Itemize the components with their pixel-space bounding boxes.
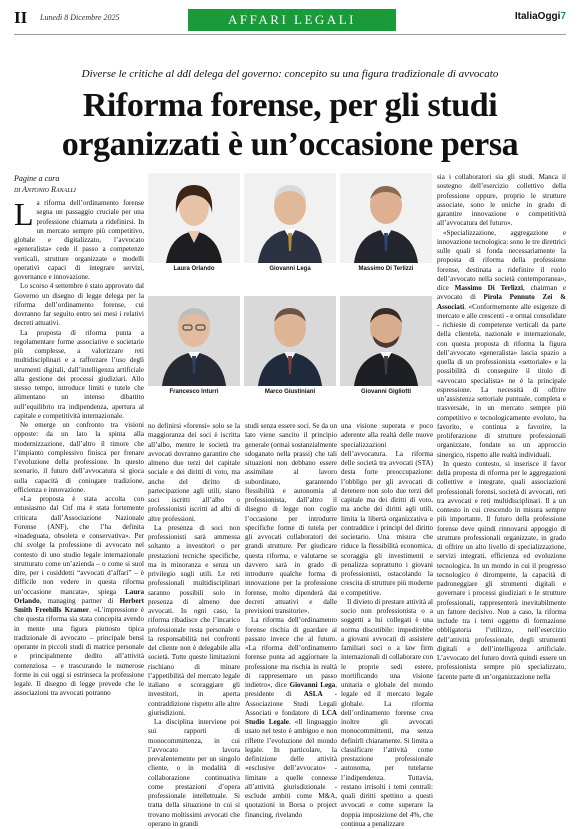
portrait-image	[148, 173, 240, 263]
portrait-image	[340, 296, 432, 386]
section-banner: AFFARI LEGALI	[188, 9, 396, 31]
article-kicker: Diverse le critiche al ddl delega del governo: concepito su una figura tradizionale di avvocato	[81, 68, 499, 80]
paragraph: «Specializzazione, aggregazione e innovazione tecnologica: sono le tre direttrici sulle quali si fonda necessariamente la proposta di riforma della professione forense, destinata a ridefinire il ruolo dell’avvocato nella società contemporanea», dice Massimo Di Terlizzi, chairman e avvocato di Pirola Pennuto Zei & Associati. «Conformemente alle esigenze di mercato e alle crescenti - e ormai consolidate - richieste di competenze verticali da parte della clientela, nazionale e internazionale, con questa proposta di riforma la figura dell’avvocato «generalista» lascia spazio a quella di un professionista «settoriale» e la possibilità di conseguire il titolo di «avvocato specialista» ne è la principale espressione. La necessità di offrire un’assistenza settoriale puntuale, completa e trasversale, in un mercato sempre più competitivo e tecnologicamente evoluto, ha favorito, e continua a favorire, la proliferazione di strutture professionali organizzate, fondate su un approccio sinergico, rispetto alle realtà individuali.	[437, 228, 567, 459]
paragraph: La riforma dell’ordinamento forense rischia di guardare al passato invece che al futuro. «La riforma dell’ordinamento forense punta ad aggiornare la professione ma rischia in realtà di rappresentare un passo indietro», dice Giovanni Lega, presidente di ASLA - Associazione Studi Legali Associati e fondatore di LCA Studio Legale. «Il linguaggio usato nel testo è ambiguo e non riflette l’evoluzione del mondo legale. In particolare, la definizione delle attività «esclusive dell’avvocato» - limitate a quelle connesse all’attività giurisdizionale - esclude ambiti come M&A, quotazioni in Borsa o project financing, rivelando	[245, 616, 337, 819]
paragraph: una visione superata e poco aderente alla realtà delle nuove specializzazioni dell’avvocatura. La riforma delle società tra avvocati (STA) desta forte preoccupazione: l’obbligo per gli avvocati di detenere non solo due terzi del capitale ma dei diritti di voto, ma anche dei diritti agli utili, limita la libertà organizzativa e contraddice i principi del diritto societario. Una misura che riduce la flessibilità economica, scoraggia gli investimenti e penalizza soprattutto i giovani professionisti, ostacolando la crescita di strutture più moderne e competitive.	[341, 422, 433, 597]
photo-caption: Giovanni Gigliotti	[361, 389, 411, 395]
portrait-image	[148, 296, 240, 386]
photo-francesco-inturri	[148, 296, 240, 395]
logo-text: ItaliaOggi	[514, 11, 561, 22]
photo-massimo-di-terlizzi	[340, 173, 432, 272]
article-headline	[14, 86, 566, 164]
photo-grid	[148, 173, 433, 418]
header-rule	[14, 34, 566, 35]
firm-highlight: Herbert Smith Freehills Kramer	[14, 596, 144, 614]
photo-caption: Massimo Di Terlizzi	[358, 266, 414, 272]
firm-highlight: LCA Studio Legale	[245, 708, 337, 726]
column-4	[341, 422, 433, 828]
byline-author: di Antonio Ranalli	[14, 185, 76, 194]
photo-marco-giustiniani	[244, 296, 336, 395]
photo-giovanni-gigliotti	[340, 296, 432, 395]
photo-caption: Marco Giustiniani	[264, 389, 316, 395]
page-number: II	[14, 8, 28, 27]
paragraph: La riforma dell’ordinamento forense segna un passaggio cruciale per una professione chiamata a ridefinirsi. In un mercato sempre più competitivo, globale e digitalizzato, l’avvocato «generalista» cede il passo a competenze verticali, strutture organizzate e modelli operativi capaci di integrare servizi, governance e innovazione.	[14, 196, 144, 281]
portrait-image	[244, 296, 336, 386]
logo-number: 7	[560, 11, 566, 22]
portrait-illustration	[340, 296, 432, 386]
paragraph: La presenza di soci non professionisti sarà ammessa soltanto a investitori o per prestazioni tecniche specifiche, ma in minoranza e senza un privilegio sugli utili. Le reti professionali multidisciplinari saranno possibili solo in presenza di almeno due avvocati. In ogni caso, la riforma ribadisce che l’incarico professionale resta personale e la responsabilità nei confronti del cliente non è delegabile alla società. Tutte queste limitazioni rischiano di minare l’appetibilità del mercato legale italiano e scoraggiare gli investitori, in aperta contraddizione rispetto alle altre giurisdizioni.	[148, 523, 240, 717]
drop-cap: L	[14, 196, 34, 232]
issue-date: Lunedì 8 Dicembre 2025	[40, 13, 120, 22]
firm-highlight: Pirola Pennuto Zei & Associati	[437, 293, 567, 311]
photo-caption: Laura Orlando	[173, 266, 215, 272]
column-5	[437, 173, 566, 745]
photo-giovanni-lega	[244, 173, 336, 272]
portrait-illustration	[148, 296, 240, 386]
headline-line-2: organizzati è un’occasione persa	[61, 126, 519, 163]
photo-laura-orlando	[148, 173, 240, 272]
column-3	[245, 422, 337, 819]
portrait-illustration	[340, 173, 432, 263]
byline-prefix: Pagine a cura	[14, 174, 60, 183]
paragraph: «La proposta è stata accolta con entusiasmo dal Cnf ma è stata fortemente criticata dall’Associazione Nazionale Forense (ANF), che l’ha definita «inadeguata, obsoleta e conservativa». Per chi svolge la professione di avvocato nel contesto di uno studio legale internazionale strutturato come un’azienda – o come si suol dire, per i cosiddetti “avvocati d’affari” – è difficile non vedere in questa riforma un’occasione mancata», spiega Laura Orlando, managing partner di Herbert Smith Freehills Kramer. «L’impressione è che questa riforma sia stata concepita avendo in mente una figura piuttosto tipica tradizionale di avvocato – principale bensì operante in piccoli studi di matrice personale e principalmente dedito all’attività contenziosa – e trascurando le numerose forme in cui oggi si estrinseca la professione legale. Il disegno di legge prevede che le associazioni tra avvocati potranno	[14, 495, 144, 698]
name-highlight: Laura Orlando	[14, 587, 144, 605]
name-highlight: Massimo Di Terlizzi	[454, 284, 524, 292]
paragraph: Il divieto di prestare attività al socio non professionista o a soggetti a lui collegati è una norma discutibile: impedirebbe a giovani avvocati di assistere familiari soci o a law firm internazionali di collaborare con le proprie sedi estere, mortificando una visione unitaria e globale del mondo legale ed il mercato legale globale. La riforma dell’ordinamento forense crea inoltre gli avvocati monocommittenti, ma senza definirli chiaramente. Si limita a classificare l’attività come prestazione professionale autonoma, per tutelarne l’indipendenza. Tuttavia, restano irrisolti i temi centrali: quali diritti spettino a questi avvocati e come superare la doppia imposizione del 4%, che continua a penalizzare	[341, 597, 433, 828]
paragraph: studi senza essere soci. Se da un lato viene sancito il principio generale (ormai sostanzialmente sdoganato nella prassi) che tali situazioni non debbano essere assimilate al lavoro subordinato, garantendo flessibilità e autonomia al professionista, dall’altro il disegno di legge non coglie l’occasione per introdurre specifiche forme di tutela per gli avvocati collaboratori dei grandi strutture. Per giudicare questa riforma, e valutarne se davvero sarà in grado di introdurre qualche forma di innovazione per la professione forense, molto dipenderà dai decreti attuativi e dalle previsioni transitorie».	[245, 422, 337, 615]
paragraph: Lo scorso 4 settembre è stato approvato dal Governo un disegno di legge delega per la riforma dell’ordinamento forense, cui dovranno far seguito entro sei mesi i relativi decreti attuativi.	[14, 282, 144, 328]
paragraph: Ne emerge un confronto tra visioni opposte: da un lato la spinta alla modernizzazione, dall’altro il timore che l’impianto complessivo finisca per frenare l’evoluzione della professione. In questo scenario, il futuro dell’avvocatura si gioca sulla capacità di coniugare tradizione, efficienza e innovazione.	[14, 421, 144, 494]
column-1	[14, 173, 144, 745]
portrait-image	[244, 173, 336, 263]
portrait-illustration	[244, 296, 336, 386]
paragraph: In questo contesto, si inserisce il favor della proposta di riforma per le aggregazioni collettive e integrate, quali associazioni professionali forensi, società di avvocati, reti tra avvocati e reti multidisciplinari. Il a un contesto in cui crescendo in misura sempre più importante. Il futuro della professione forense deve quindi rinnovarsi appoggio di strutture professionali organizzate, in grado di offrire un alto livello di specializzazione, servizi integrati, efficienza ed evoluzione tecnologica. In un mondo in cui il progresso tecnologico è dirompente, la capacità di padroneggiare gli strumenti digitali e governare i processi giudiziari e le strutture professionali, rappresenterà inevitabilmente un fattore decisivo. Non a caso, la riforma include tra i temi oggetto di formazione obbligatoria l’utilizzo, nell’esercizio dell’attività professionale, degli strumenti digitali e dell’intelligenza artificiale. L’avvocato del futuro dovrà quindi essere un professionista sempre più specializzato, facente parte di un’organizzazione nella	[437, 459, 566, 681]
paragraph: sia i collaboratori sia gli studi. Manca il sostegno dell’esercizio collettivo della professione oppure, proprio le strutture associate, sono le uniche in grado di garantire innovazione e competitività all’avvocatura del futuro».	[437, 173, 566, 228]
name-highlight: Giovanni Lega	[289, 681, 336, 689]
photo-caption: Giovanni Lega	[269, 266, 311, 272]
portrait-illustration	[244, 173, 336, 263]
headline-line-1: Riforma forense, per gli studi	[82, 87, 498, 124]
portrait-image	[340, 173, 432, 263]
firm-highlight: ASLA	[303, 690, 323, 699]
portrait-illustration	[148, 173, 240, 263]
byline	[14, 173, 144, 195]
paragraph: La disciplina interviene poi sui rapporti di monocommittenza, in cui l’avvocato lavora prevalentemente per un singolo cliente, o in modalità di collaborazione continuativa come prestazioni d’opera professionale intellettuale. Si tratta della situazione in cui si trovano moltissimi avvocati che operano in grandi	[148, 718, 240, 828]
column-2	[148, 422, 240, 828]
photo-caption: Francesco Inturri	[169, 389, 219, 395]
publication-logo	[515, 11, 566, 22]
paragraph: no definirsi «forensi» solo se la maggioranza dei soci è iscritta all’albo, mentre le società tra avvocati dovranno garantire che almeno due terzi del capitale sociale e dei diritti di voto, ma anche del diritto di partecipazione agli utili, siano soci iscritti all’albo o professionisti iscritti ad albi di altre professioni.	[148, 422, 240, 523]
paragraph: La proposta di riforma punta a regolamentare forme associative e societarie più complesse, a valorizzare reti multidisciplinari e a rafforzare l’uso degli strumenti digitali, dall’intelligenza artificiale alla gestione dei processi giudiziari. Allo stesso tempo, introduce limiti e tutele che alimentano un intenso dibattito sull’equilibrio tra indipendenza, apertura al capitale e competitività internazionale.	[14, 328, 144, 420]
